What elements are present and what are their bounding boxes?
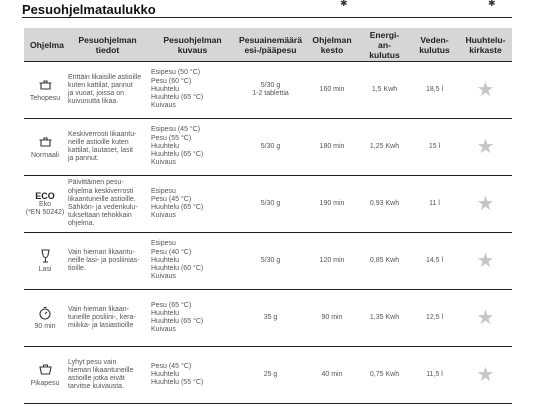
column-header	[305, 28, 359, 62]
detergent-amount	[236, 62, 305, 119]
description-line: Huuhtelu	[151, 85, 180, 93]
rinse-aid-cell	[459, 347, 512, 404]
info-line: kuivunutta likaa.	[68, 98, 119, 106]
column-header-line: kulutus	[419, 44, 450, 55]
column-header-line: kuvaus	[177, 44, 208, 55]
info-line: hieman likaantuneille	[68, 366, 134, 374]
table-row	[24, 233, 512, 290]
rinse-aid-cell	[459, 233, 512, 290]
detergent-amount	[236, 176, 305, 233]
table-row	[24, 347, 512, 404]
title-rule	[22, 17, 512, 18]
program-name: Lasi	[38, 265, 52, 273]
description-line: Huuhtelu	[151, 256, 180, 264]
program-name: Pikapesu	[30, 379, 60, 387]
table-row	[24, 176, 512, 233]
info-line: Erittäin likaisille astioille	[68, 73, 142, 81]
info-line: Vain hieman likaantu-	[68, 248, 135, 256]
program-info	[66, 176, 149, 233]
info-line: neille lasi- ja posliinias-	[68, 256, 140, 264]
detergent-amount	[236, 290, 305, 347]
detergent-line: 5/30 g	[260, 199, 281, 207]
column-header	[459, 28, 512, 62]
info-line: tarvitse kuivausta.	[68, 383, 125, 391]
description-line: Kuivaus	[151, 212, 176, 220]
detergent-line: 5/30 g	[260, 256, 281, 264]
description-line: Kuivaus	[151, 159, 176, 167]
description-line: Huuhtelu (60 °C)	[151, 265, 204, 273]
crop-mark-icon: ✱	[340, 0, 348, 8]
column-header	[149, 28, 236, 62]
rinse-aid-cell	[459, 290, 512, 347]
info-line: tukseltaan tehokkain	[68, 212, 132, 220]
star-icon: ★	[476, 136, 495, 158]
program-cell	[24, 233, 66, 290]
info-line: miikka- ja lasiastioille	[68, 322, 134, 330]
program-duration: 120 min	[305, 233, 359, 290]
description-line: Huuhtelu	[151, 309, 180, 317]
program-info	[66, 62, 149, 119]
detergent-amount	[236, 347, 305, 404]
energy-consumption: 0,93 Kwh	[359, 176, 410, 233]
energy-consumption: 1,5 Kwh	[359, 62, 410, 119]
energy-consumption: 1,35 Kwh	[359, 290, 410, 347]
water-consumption: 11,5 l	[410, 347, 459, 404]
description-line: Huuhtelu (65 °C)	[151, 318, 204, 325]
water-consumption: 11 l	[410, 176, 459, 233]
info-line: ohjelma.	[68, 220, 95, 228]
crop-mark-icon: ✱	[488, 0, 496, 8]
column-header	[66, 28, 149, 62]
pot-icon	[24, 77, 66, 92]
column-header-line: tiedot	[95, 44, 120, 55]
program-info	[66, 233, 149, 290]
water-consumption: 15 l	[410, 119, 459, 176]
column-header	[359, 28, 410, 62]
wine-glass-icon	[24, 248, 66, 263]
column-header-line: kulutus	[369, 49, 400, 60]
water-consumption: 18,5 l	[410, 62, 459, 119]
plate-icon	[24, 362, 66, 377]
description-line: Huuhtelu (55 °C)	[151, 379, 204, 387]
table-row	[24, 119, 512, 176]
star-icon: ★	[476, 79, 495, 101]
description-line: Pesu (55 °C)	[151, 134, 192, 142]
program-info	[66, 290, 149, 347]
table-header-row	[24, 28, 512, 62]
program-description	[149, 119, 236, 176]
description-line: Pesu (45 °C)	[151, 195, 192, 203]
info-line: Lyhyt pesu vain	[68, 358, 117, 366]
column-header-line: kesto	[320, 44, 344, 55]
program-duration: 40 min	[305, 347, 359, 404]
star-icon: ★	[476, 250, 495, 272]
description-line: Esipesu	[151, 187, 176, 195]
program-cell	[24, 176, 66, 233]
description-line: Kuivaus	[151, 326, 176, 334]
energy-consumption: 0,85 Kwh	[359, 233, 410, 290]
description-line: Huuhtelu (65 °C)	[151, 94, 204, 102]
info-line: astioille jotka eivät	[68, 375, 125, 382]
program-duration: 190 min	[305, 176, 359, 233]
program-duration: 180 min	[305, 119, 359, 176]
column-header-line: Ohjelma	[30, 39, 64, 50]
description-line: Pesu (60 °C)	[151, 77, 192, 85]
column-header-line: Pesuohjelman	[163, 34, 222, 45]
info-line: ohjelma keskiverrosti	[68, 187, 134, 195]
info-line: tioille.	[68, 265, 86, 273]
info-line: Sähkön- ja vedenkulu-	[68, 204, 138, 211]
detergent-line: 5/30 g	[260, 81, 281, 89]
program-duration: 90 min	[305, 290, 359, 347]
detergent-amount	[236, 119, 305, 176]
detergent-line: 35 g	[263, 313, 278, 321]
description-line: Pesu (45 °C)	[151, 362, 192, 370]
program-name: Normaali	[30, 151, 59, 159]
rinse-aid-cell	[459, 62, 512, 119]
water-consumption: 12,5 l	[410, 290, 459, 347]
program-description	[149, 233, 236, 290]
program-name: Eko	[38, 200, 52, 208]
column-header-line: kirkaste	[469, 44, 502, 55]
program-description	[149, 347, 236, 404]
water-consumption: 14,5 l	[410, 233, 459, 290]
info-line: ja pannut.	[68, 155, 99, 163]
column-header-line: Ohjelman	[312, 34, 352, 45]
description-line: Pesu (65 °C)	[151, 301, 192, 309]
page-title: Pesuohjelmataulukko	[22, 2, 156, 17]
info-line: ja vuoat, joissa on	[68, 90, 125, 97]
column-header-line: Veden-	[420, 34, 449, 45]
description-line: Huuhtelu (65 °C)	[151, 204, 204, 211]
program-standard: (*EN 50242)	[25, 209, 65, 216]
description-line: Huuhtelu	[151, 142, 180, 150]
column-header	[24, 28, 66, 62]
program-description	[149, 62, 236, 119]
star-icon: ★	[476, 307, 495, 329]
description-line: Esipesu (50 °C)	[151, 69, 201, 77]
description-line: Esipesu (45 °C)	[151, 126, 201, 134]
description-line: Pesu (40 °C)	[151, 248, 192, 256]
description-line: Kuivaus	[151, 102, 176, 110]
description-line: Huuhtelu	[151, 370, 180, 378]
description-line: Huuhtelu (65 °C)	[151, 151, 204, 159]
program-cell	[24, 62, 66, 119]
timer-icon	[24, 305, 66, 320]
program-description	[149, 290, 236, 347]
description-line: Kuivaus	[151, 273, 176, 281]
star-icon: ★	[476, 193, 495, 215]
table-row	[24, 290, 512, 347]
program-info	[66, 347, 149, 404]
column-header	[410, 28, 459, 62]
info-line: Päivittäinen pesu-	[68, 179, 124, 187]
info-line: Vain hieman likaan-	[68, 305, 129, 313]
rinse-aid-cell	[459, 176, 512, 233]
program-cell	[24, 290, 66, 347]
program-table	[24, 28, 512, 404]
detergent-line: 5/30 g	[260, 142, 281, 150]
program-name: Tehopesu	[29, 94, 61, 102]
column-header-line: Pesuohjelman	[78, 34, 137, 45]
description-line: Esipesu	[151, 240, 176, 248]
info-line: neille astioille kuten	[68, 138, 129, 146]
detergent-line: 25 g	[263, 370, 278, 378]
info-line: Keskiverrosti likaantu-	[68, 130, 137, 138]
column-header	[236, 28, 305, 62]
column-header-line: Energi-	[369, 29, 400, 40]
info-line: tuneille posliini-, kera-	[68, 313, 136, 321]
program-cell	[24, 347, 66, 404]
program-name: 90 min	[34, 322, 56, 330]
energy-consumption: 0,75 Kwh	[359, 347, 410, 404]
program-info	[66, 119, 149, 176]
detergent-amount	[236, 233, 305, 290]
column-header-line: Pesuainemäärä	[238, 34, 303, 45]
info-line: likaantuneille astioille.	[68, 195, 136, 203]
program-cell	[24, 119, 66, 176]
detergent-line: 1-2 tablettia	[252, 90, 289, 97]
program-duration: 160 min	[305, 62, 359, 119]
column-header-line: an-	[378, 39, 391, 50]
energy-consumption: 1,25 Kwh	[359, 119, 410, 176]
pot-icon	[24, 134, 66, 149]
info-line: kuten kattilat, pannut	[68, 81, 133, 89]
info-line: kattilat, lautaset, lasit	[68, 147, 133, 154]
column-header-line: esi-/pääpesu	[244, 44, 297, 55]
eco-label: ECO	[35, 190, 55, 201]
program-description	[149, 176, 236, 233]
star-icon: ★	[476, 364, 495, 386]
rinse-aid-cell	[459, 119, 512, 176]
table-row	[24, 62, 512, 119]
column-header-line: Huuhtelu-	[465, 34, 506, 45]
